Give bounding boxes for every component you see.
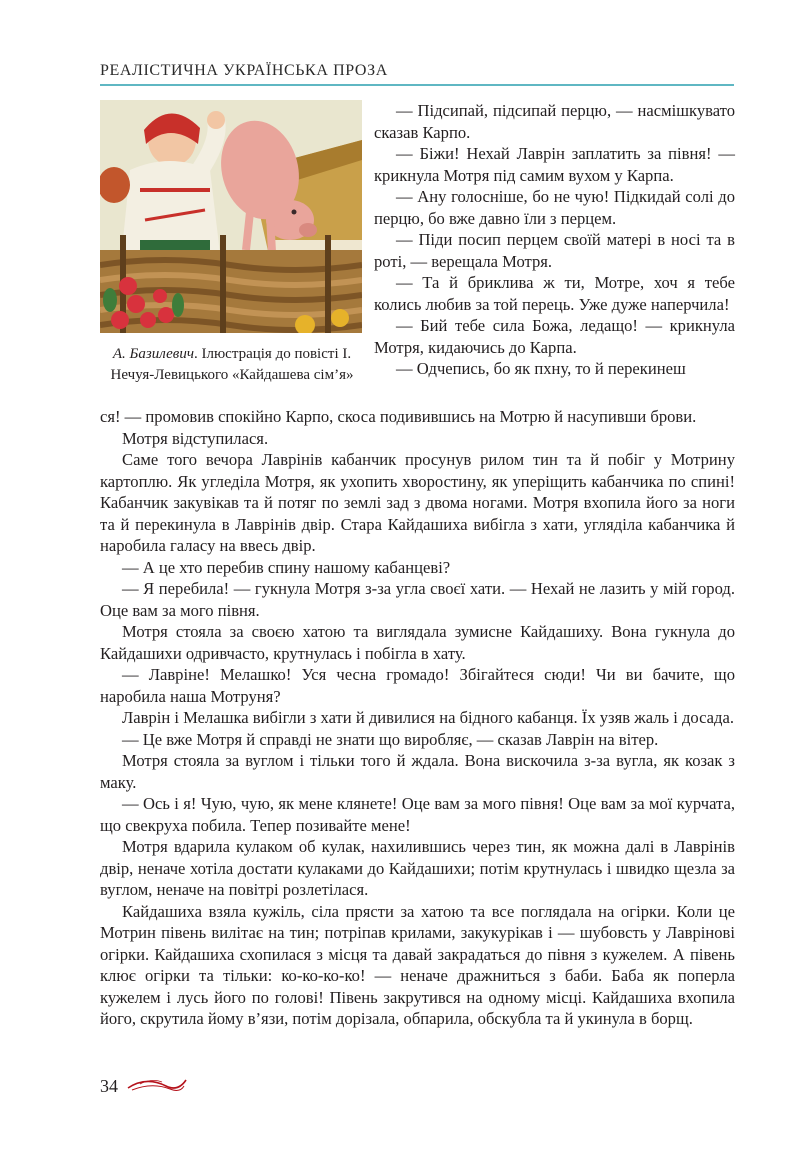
caption-text: . Ілюстрація до повісті І. Нечуя-Левицького «Кайдашева сім’я»	[110, 346, 354, 383]
paragraph: — Бий тебе сила Божа, ледащо! — крикнула Мотря, кидаючись до Карпа.	[374, 316, 735, 357]
paragraph: Мотря стояла за своєю хатою та виглядала зумисне Кайдашиху. Вона гукнула до Кайдашихи одривчасто, крутнулась і побігла в хату.	[100, 622, 735, 663]
paragraph: Кайдашиха взяла кужіль, сіла прясти за хатою та все поглядала на огірки. Коли це Мотрин півень вилітає на тин; потріпав крилами, закукурікав і — шубовсть у Лаврінові огірки. Кайдашиха схопилася з місця та давай закрадаться до півня з кужелем. А півень клює огірки та тільки: ко-ко-ко-ко! — неначе дражниться з баби. Баба як поперла кужелем і лусь його по голові! Півень закрутився на одному місці. Кайдашиха вхопила його, скрутила йому в’язи, потім дорізала, обпарила, обскубла та й укинула в борщ.	[100, 901, 735, 1028]
paragraph: — Піди посип перцем своїй матері в носі та в роті, — верещала Мотря.	[374, 230, 735, 271]
paragraph: — Це вже Мотря й справді не знати що виробляє, — сказав Лаврін на вітер.	[122, 729, 659, 749]
paragraph: — А це хто перебив спину нашому кабанцеві?	[122, 557, 451, 577]
page-number: 34	[100, 1076, 118, 1096]
paragraph: — Та й бриклива ж ти, Мотре, хоч я тебе колись любив за той перець. Уже дуже наперчила!	[374, 273, 735, 314]
paragraph: Мотря вдарила кулаком об кулак, нахилившись через тин, як можна далі в Лаврінів двір, неначе хотіла достати кулаками до Кайдашихи; потім крутнулась і швидко щезла за вуглом, неначе на повітрі розлетілася.	[100, 837, 735, 899]
paragraph: — Лавріне! Мелашко! Уся чесна громадо! Збігайтеся сюди! Чи ви бачите, що наробила наша Мотруня?	[100, 665, 735, 706]
running-head: РЕАЛІСТИЧНА УКРАЇНСЬКА ПРОЗА	[100, 62, 388, 79]
caption-author: А. Базилевич	[112, 346, 194, 362]
paragraph: — Біжи! Нехай Лаврін заплатить за півня! — крикнула Мотря під самим вухом у Карпа.	[374, 144, 735, 185]
paragraph: ся! — промовив спокійно Карпо, скоса подивившись на Мотрю й насупивши брови.	[100, 407, 697, 426]
paragraph: Саме того вечора Лаврінів кабанчик просунув рилом тин та й побіг у Мотрину картоплю. Як угледіла Мотря, як ухопить хворостину, як уперіщить кабанчика по спині! Кабанчик закувікав та й потяг по землі зад з двома ногами. Мотря вхопила його за ноги та й перекинула в Лаврінів двір. Стара Кайдашиха вибігла з хати, угляділа кабанчика й наробила галасу на ввесь двір.	[100, 450, 735, 555]
paragraph: — Одчепись, бо як пхну, то й перекинеш	[396, 359, 686, 378]
body-text	[100, 406, 735, 1030]
paragraph: — Ану голосніше, бо не чую! Підкидай солі до перцю, бо вже давно їли з перцем.	[374, 187, 735, 228]
paragraph: — Ось і я! Чую, чую, як мене клянете! Оце вам за мого півня! Оце вам за мої курчата, що свекруха побила. Тепер позивайте мене!	[100, 794, 735, 835]
illustration-caption	[100, 344, 364, 386]
right-column-text	[374, 100, 735, 380]
paragraph: Мотря відступилася.	[122, 428, 269, 448]
ornament-swash-icon	[126, 1074, 188, 1101]
paragraph: — Я перебила! — гукнула Мотря з-за угла своєї хати. — Нехай не лазить у мій город. Оце вам за мого півня.	[100, 579, 735, 620]
illustration	[100, 100, 362, 333]
header-rule	[100, 84, 734, 86]
paragraph: Лаврін і Мелашка вибігли з хати й дивилися на бідного кабанця. Їх узяв жаль і досада.	[122, 708, 734, 727]
paragraph: Мотря стояла за вуглом і тільки того й ждала. Вона вискочила з-за вугла, як козак з маку.	[100, 751, 735, 792]
paragraph: — Підсипай, підсипай перцю, — насмішкувато сказав Карпо.	[374, 101, 735, 142]
